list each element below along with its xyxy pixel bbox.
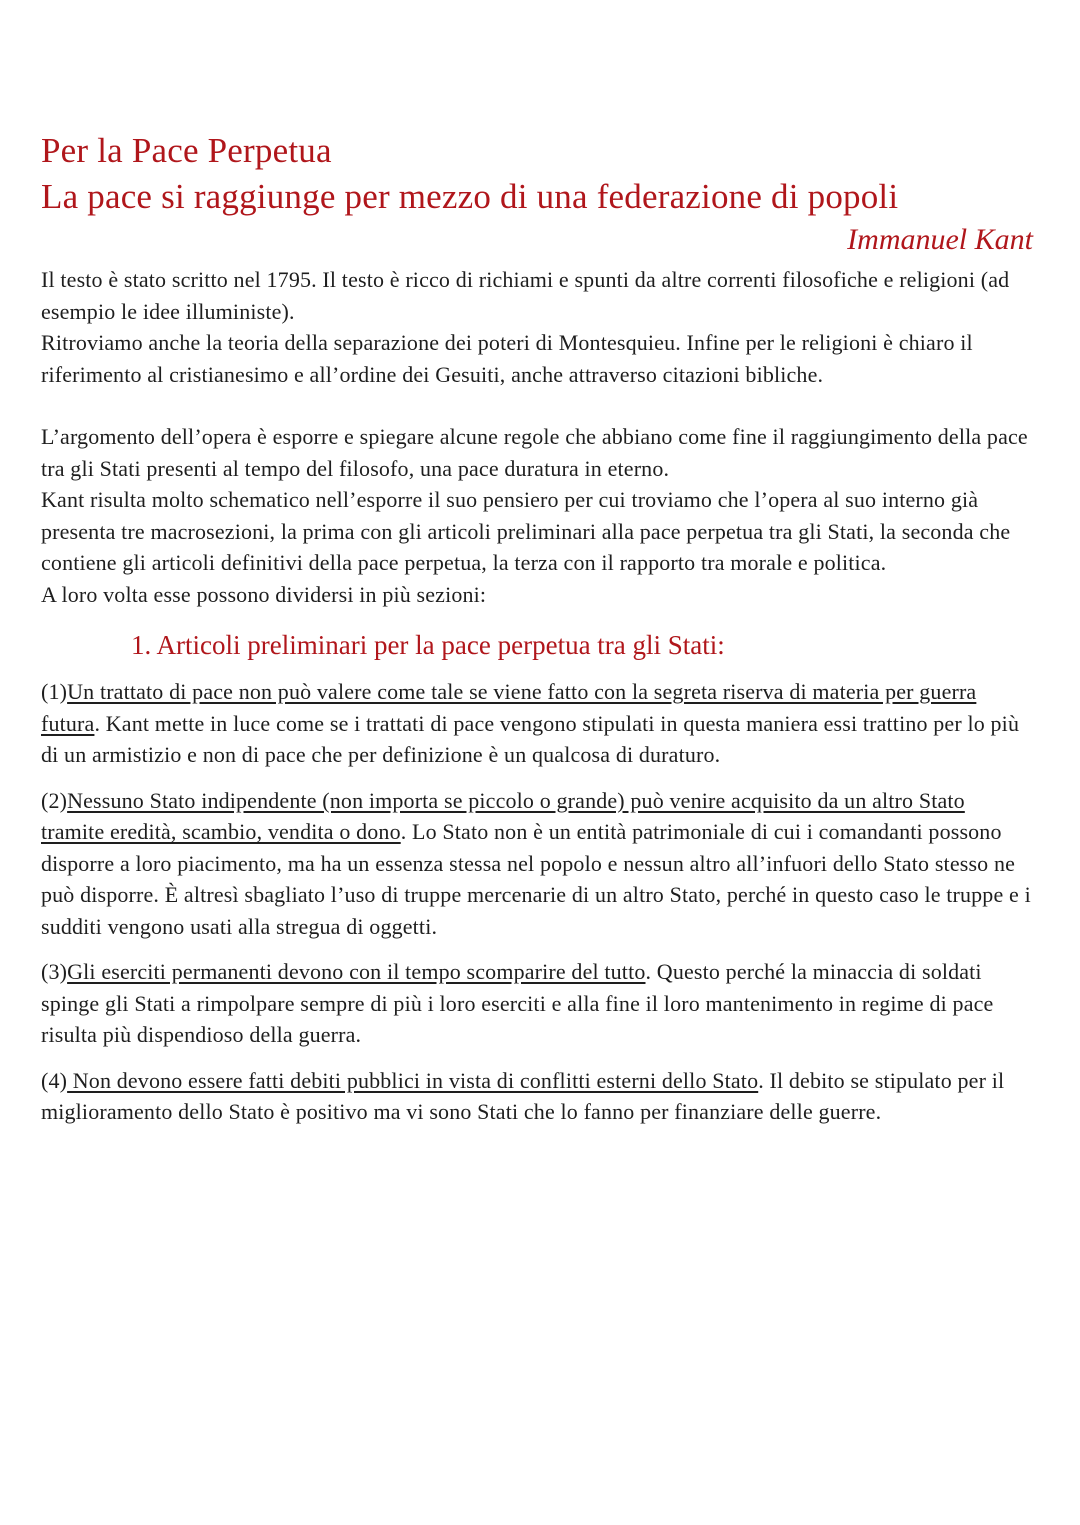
document-page [41, 128, 1033, 1142]
article-3 [41, 956, 1033, 1051]
spacer [41, 390, 1033, 421]
author: Immanuel Kant [847, 223, 1033, 256]
article-number: (1) [41, 679, 68, 704]
section-heading: 1. Articoli preliminari per la pace perpetua tra gli Stati: [131, 630, 725, 660]
article-number: (3) [41, 959, 68, 984]
article-statement: Nessuno Stato indipendente (non importa se piccolo o grande) può venire acquisito da un altro Stato tramite eredità, scambio, vendita o dono [41, 787, 965, 844]
article-2 [41, 785, 1033, 943]
article-commentary: . Kant mette in luce come se i trattati di pace vengono stipulati in questa maniera essi trattino per lo più di un armistizio e non di pace che per definizione è un qualcosa di duraturo. [41, 710, 1020, 767]
article-commentary: . Il debito se stipulato per il miglioramento dello Stato è positivo ma vi sono Stati che lo fanno per finanziare delle guerre. [41, 1067, 1005, 1124]
article-1 [41, 676, 1033, 771]
article-commentary: . Questo perché la minaccia di soldati spinge gli Stati a rimpolpare sempre di più i loro eserciti e alla fine il loro mantenimento in regime di pace risulta più dispendioso della guerra. [41, 959, 994, 1047]
intro-paragraph: Ritroviamo anche la teoria della separazione dei poteri di Montesquieu. Infine per le religioni è chiaro il riferimento al cristianesimo e all’ordine dei Gesuiti, anche attraverso citazioni bibliche. [41, 330, 973, 387]
article-commentary: . Lo Stato non è un entità patrimoniale di cui i comandanti possono disporre a loro piacimento, ma ha un essenza stessa nel popolo e nessun altro all’infuori dello Stato stesso ne può disporre. È altresì sbagliato l’uso di truppe mercenarie di un altro Stato, perché in questo caso le truppe e i sudditi vengono usati alla stregua di oggetti. [41, 819, 1031, 939]
article-number: (2) [41, 787, 68, 813]
title-line-1: Per la Pace Perpetua [41, 131, 332, 170]
article-statement: Gli eserciti permanenti devono con il tempo scomparire del tutto [67, 959, 646, 984]
article-statement: Non devono essere fatti debiti pubblici in vista di conflitti esterni dello Stato [67, 1067, 759, 1093]
body-paragraph: A loro volta esse possono dividersi in più sezioni: [41, 581, 487, 607]
article-4 [41, 1065, 1033, 1128]
intro-paragraph: Il testo è stato scritto nel 1795. Il testo è ricco di richiami e spunti da altre correnti filosofiche e religioni (ad esempio le idee illuministe). [41, 267, 1010, 324]
title-line-2: La pace si raggiunge per mezzo di una federazione di popoli [41, 177, 899, 216]
body-paragraph: L’argomento dell’opera è esporre e spiegare alcune regole che abbiano come fine il raggiungimento della pace tra gli Stati presenti al tempo del filosofo, una pace duratura in eterno. [41, 424, 1028, 481]
article-number: (4) [41, 1067, 68, 1093]
article-statement: Un trattato di pace non può valere come tale se viene fatto con la segreta riserva di materia per guerra futura [41, 679, 977, 736]
body-paragraph: Kant risulta molto schematico nell’esporre il suo pensiero per cui troviamo che l’opera al suo interno già presenta tre macrosezioni, la prima con gli articoli preliminari alla pace perpetua tra gli Stati, la seconda che contiene gli articoli definitivi della pace perpetua, la terza con il rapporto tra morale e politica. [41, 487, 1011, 575]
